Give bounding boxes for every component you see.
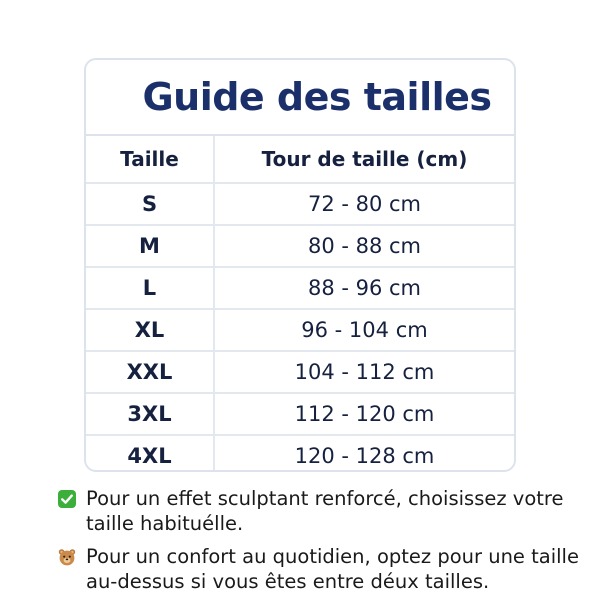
size-cell: 3XL — [86, 393, 214, 435]
notes-list — [58, 486, 588, 600]
waist-cell: 120 - 128 cm — [214, 435, 514, 472]
check-mark-icon — [58, 490, 76, 508]
size-cell: M — [86, 225, 214, 267]
header-size: Taille — [86, 136, 214, 183]
size-cell: L — [86, 267, 214, 309]
note-sculpting — [58, 486, 588, 536]
table-row — [86, 225, 514, 267]
note-text: Pour un effet sculptant renforcé, choisissez votre taille habituélle. — [86, 487, 564, 535]
size-cell: 4XL — [127, 444, 172, 468]
note-text: Pour un confort au quotidien, optez pour une taille au-dessus si vous êtes entre déux tailles. — [86, 545, 579, 593]
waist-cell: 112 - 120 cm — [214, 393, 514, 435]
size-cell: XXL — [86, 351, 214, 393]
table-row — [86, 351, 514, 393]
size-guide-card — [84, 58, 516, 472]
waist-cell: 88 - 96 cm — [214, 267, 514, 309]
waist-cell: 80 - 88 cm — [214, 225, 514, 267]
note-comfort — [58, 544, 588, 594]
waist-cell: 96 - 104 cm — [214, 309, 514, 351]
table-row — [86, 267, 514, 309]
table-row — [86, 435, 514, 472]
header-waist: Tour de taille (cm) — [214, 136, 514, 183]
page-title: Guide des tailles — [86, 60, 514, 136]
waist-cell: 72 - 80 cm — [214, 183, 514, 225]
size-cell: XL — [86, 309, 214, 351]
teddy-bear-icon — [58, 548, 76, 566]
table-header-row — [86, 136, 514, 183]
size-cell: S — [86, 183, 214, 225]
table-row — [86, 309, 514, 351]
table-row — [86, 393, 514, 435]
waist-cell: 104 - 112 cm — [214, 351, 514, 393]
size-table — [86, 136, 514, 472]
table-row — [86, 183, 514, 225]
